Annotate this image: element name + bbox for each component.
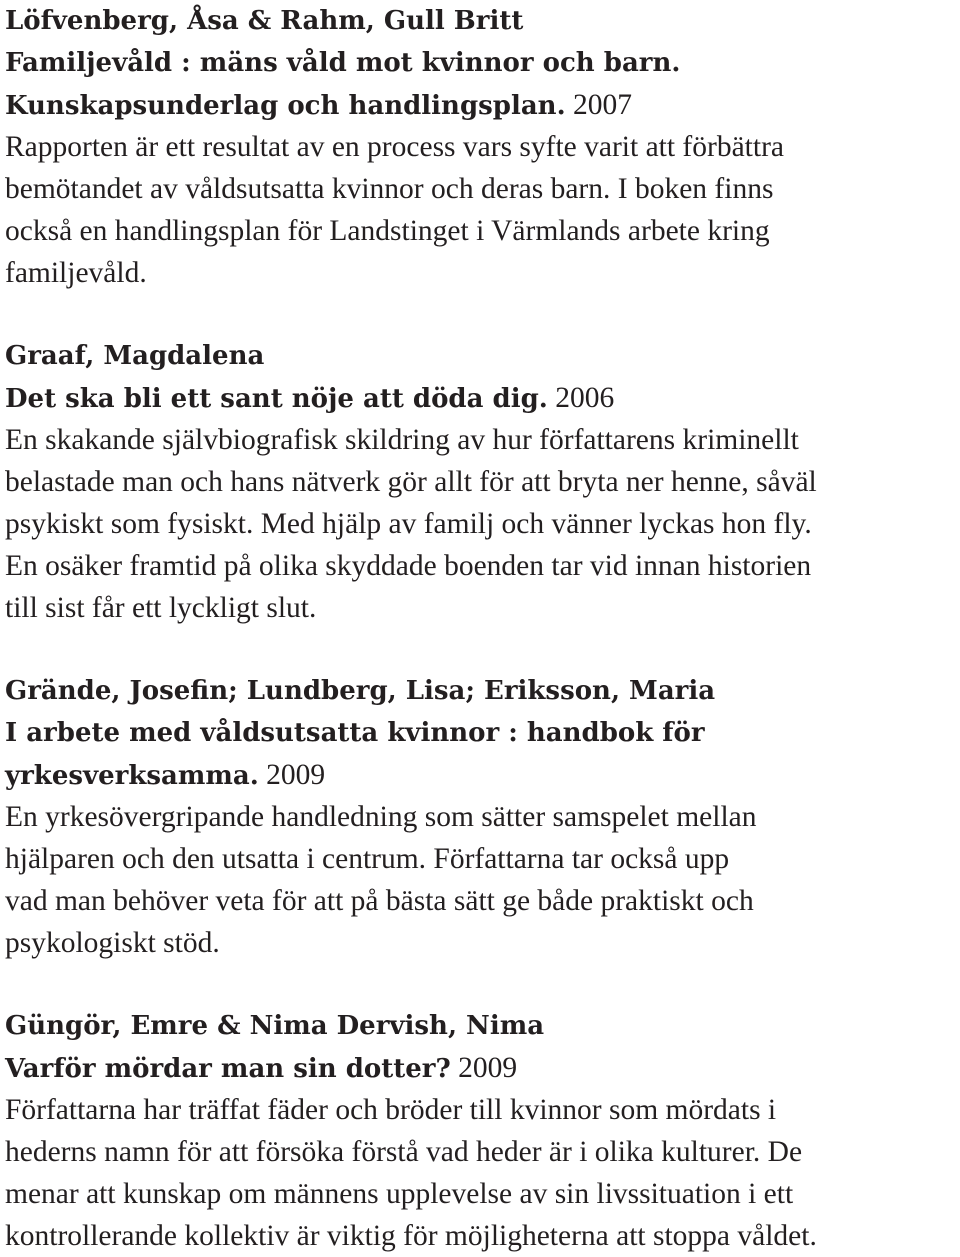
entry-description: hjälparen och den utsatta i centrum. Författarna tar också upp xyxy=(5,843,730,875)
entry-description: till sist får ett lyckligt slut. xyxy=(5,592,317,624)
entry-description: psykiskt som fysiskt. Med hjälp av familj och vänner lyckas hon fly. xyxy=(5,508,812,540)
entry-author: Grände, Josefin; Lundberg, Lisa; Eriksson, Maria xyxy=(5,676,716,706)
entry-description: menar att kunskap om männens upplevelse av sin livssituation i ett xyxy=(5,1178,794,1210)
document-page xyxy=(5,0,955,1257)
entry-title: Det ska bli ett sant nöje att döda dig. xyxy=(5,384,548,414)
bibliography-entry xyxy=(5,335,955,629)
entry-description: familjevåld. xyxy=(5,257,147,289)
entry-description: kontrollerande kollektiv är viktig för möjligheterna att stoppa våldet. xyxy=(5,1220,817,1252)
entry-description: belastade man och hans nätverk gör allt för att bryta ner henne, såväl xyxy=(5,466,817,498)
entry-description: Rapporten är ett resultat av en process vars syfte varit att förbättra xyxy=(5,131,784,163)
entry-description: Författarna har träffat fäder och bröder till kvinnor som mördats i xyxy=(5,1094,777,1126)
entry-author: Güngör, Emre & Nima Dervish, Nima xyxy=(5,1011,545,1041)
entry-description: också en handlingsplan för Landstinget i Värmlands arbete kring xyxy=(5,215,770,247)
entry-title: I arbete med våldsutsatta kvinnor : handbok för xyxy=(5,718,705,748)
entry-description: En yrkesövergripande handledning som sätter samspelet mellan xyxy=(5,801,757,833)
entry-description: bemötandet av våldsutsatta kvinnor och deras barn. I boken finns xyxy=(5,173,774,205)
entry-title: Familjevåld : mäns våld mot kvinnor och barn. xyxy=(5,48,681,78)
entry-year: 2007 xyxy=(573,89,632,121)
entry-description: En osäker framtid på olika skyddade boenden tar vid innan historien xyxy=(5,550,812,582)
entry-year: 2006 xyxy=(555,382,615,414)
bibliography-entry xyxy=(5,1005,955,1257)
entry-title: Kunskapsunderlag och handlingsplan. xyxy=(5,91,566,121)
entry-description: vad man behöver veta för att på bästa sätt ge både praktiskt och xyxy=(5,885,754,917)
entry-description: hederns namn för att försöka förstå vad heder är i olika kulturer. De xyxy=(5,1136,803,1168)
entry-title-line xyxy=(5,754,955,796)
entry-author: Graaf, Magdalena xyxy=(5,341,265,371)
entry-year: 2009 xyxy=(266,759,326,791)
entry-description: En skakande självbiografisk skildring av hur författarens kriminellt xyxy=(5,424,799,456)
entry-description: psykologiskt stöd. xyxy=(5,927,220,959)
entry-author: Löfvenberg, Åsa & Rahm, Gull Britt xyxy=(5,6,524,36)
entry-year: 2009 xyxy=(458,1052,518,1084)
entry-title: yrkesverksamma. xyxy=(5,761,259,791)
entry-title-line xyxy=(5,377,955,419)
entry-title: Varför mördar man sin dotter? xyxy=(5,1054,451,1084)
entry-title-line xyxy=(5,84,955,126)
bibliography-entry xyxy=(5,0,955,294)
entry-title-line xyxy=(5,1047,955,1089)
bibliography-entry xyxy=(5,670,955,964)
